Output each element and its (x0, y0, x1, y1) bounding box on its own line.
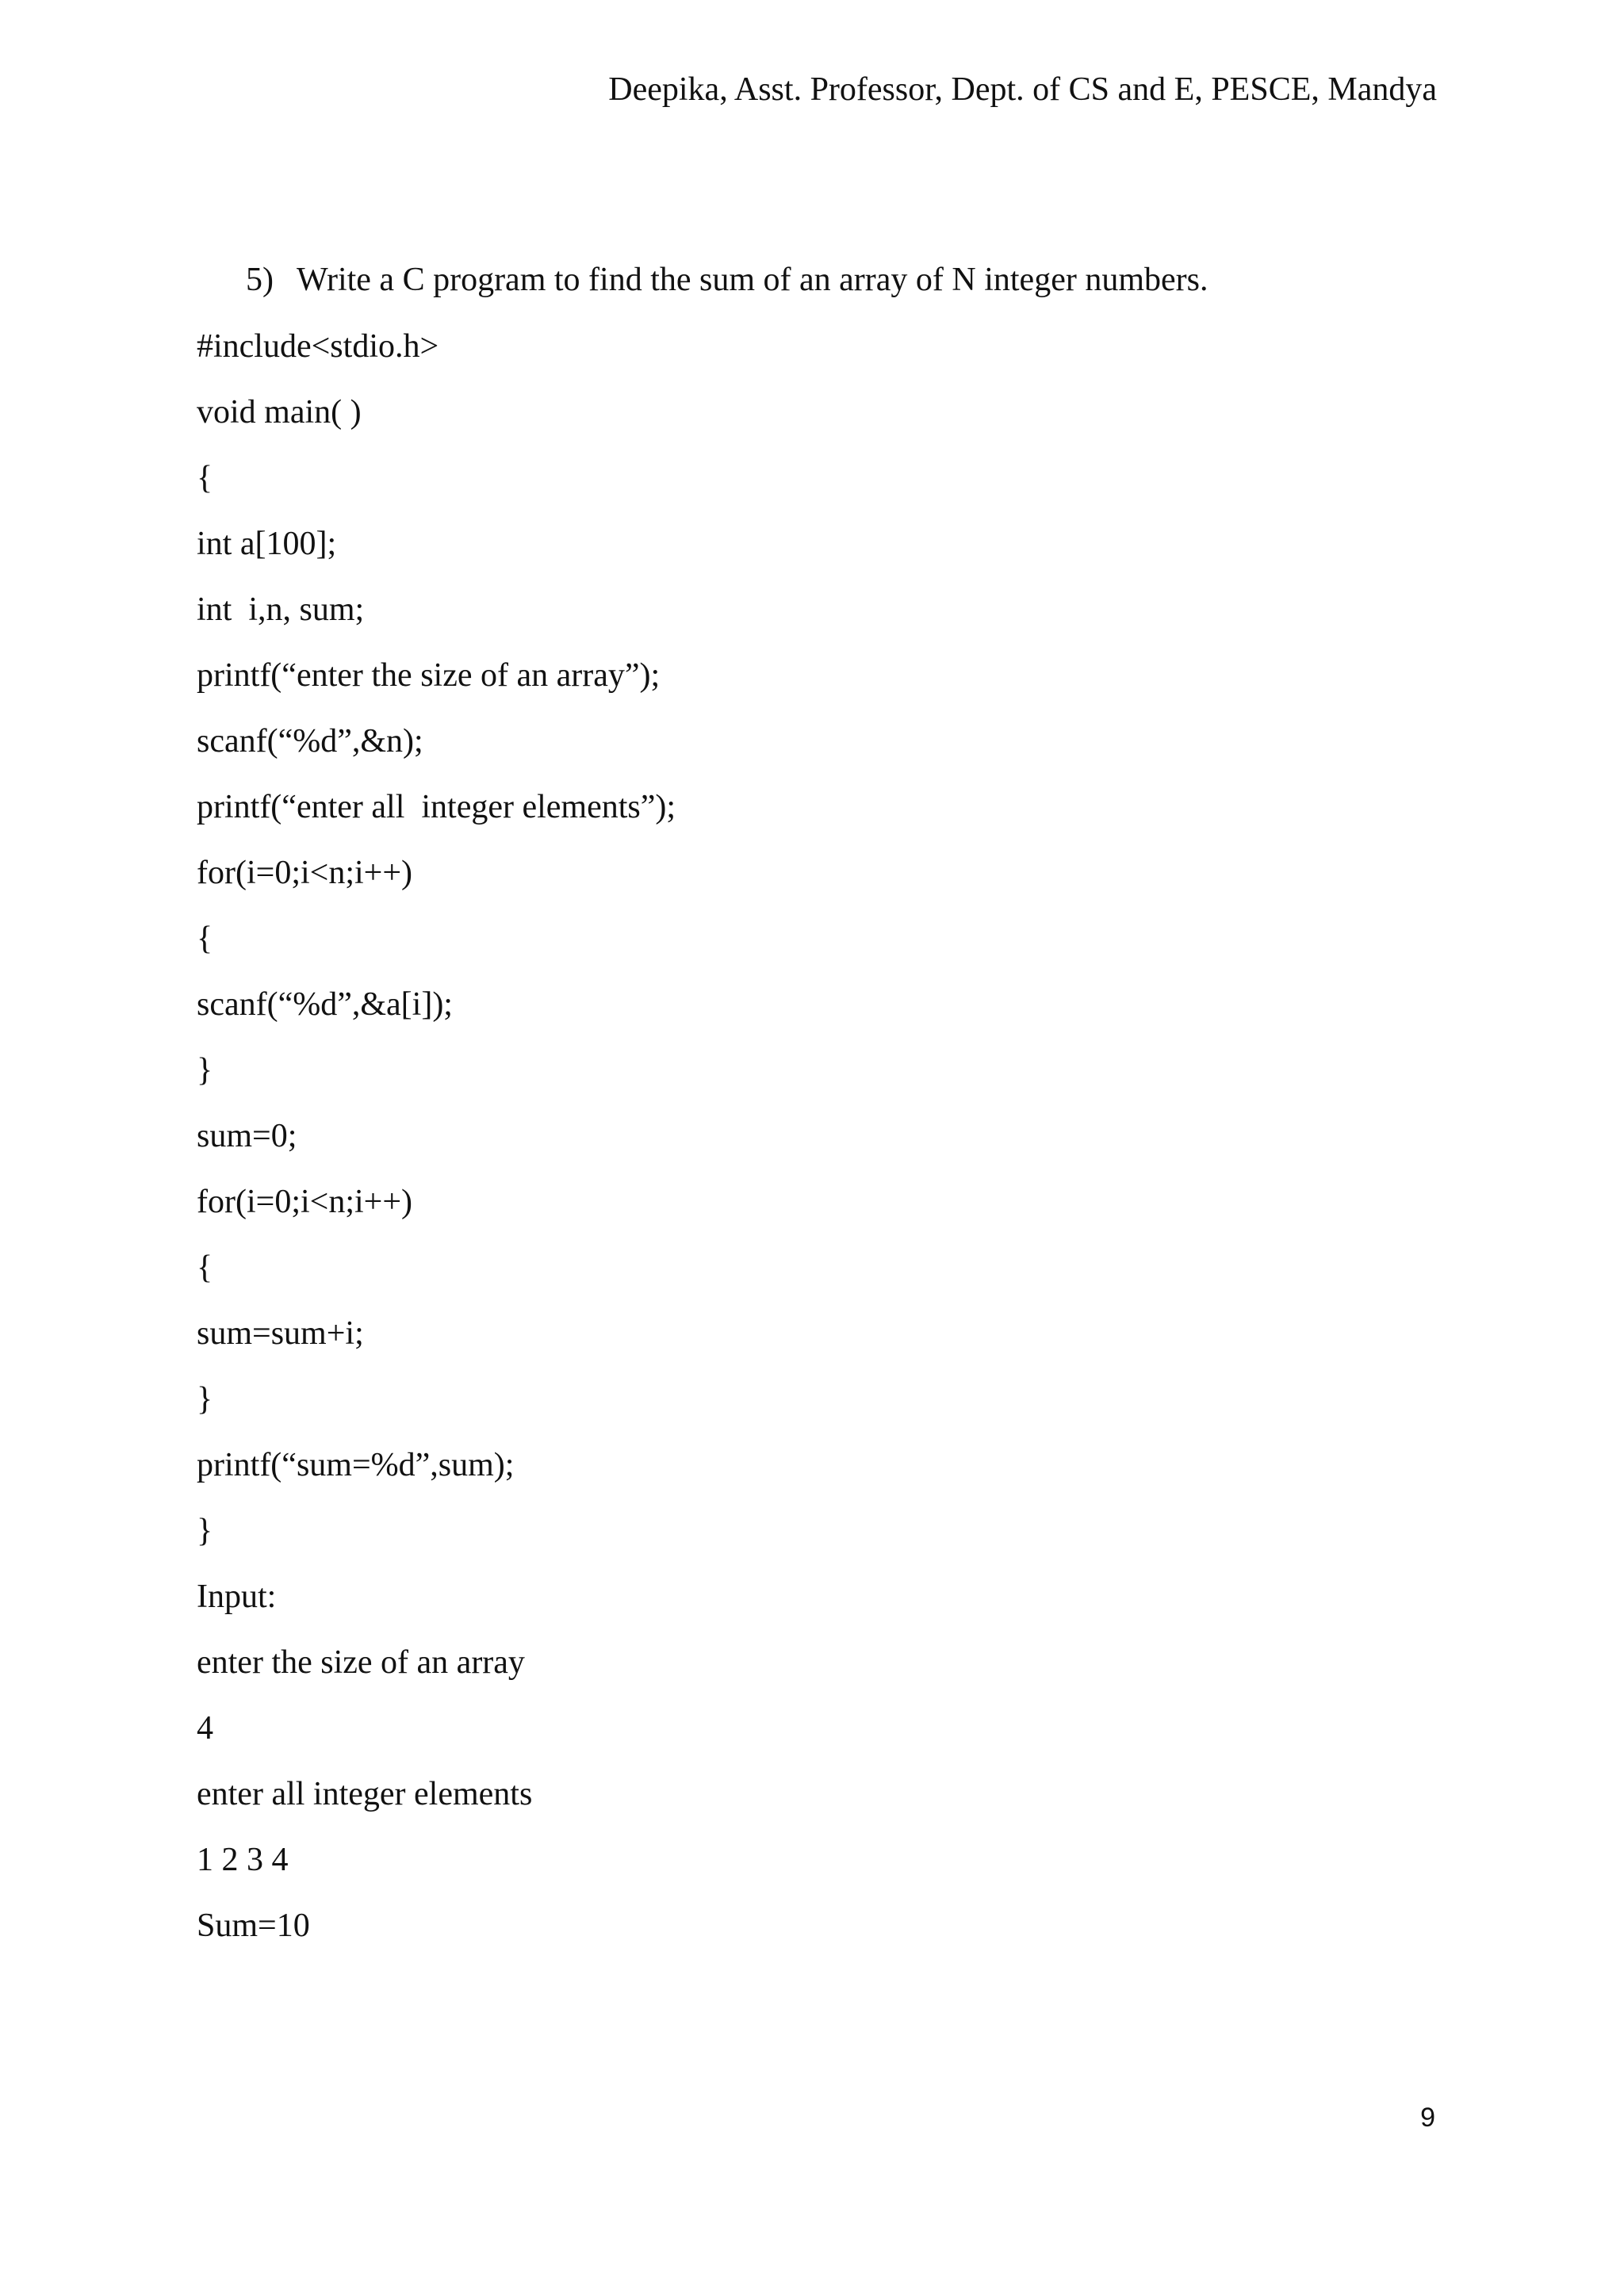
code-line: for(i=0;i<n;i++) (197, 855, 413, 891)
code-line: printf(“enter all integer elements”); (197, 789, 676, 825)
input-label: Input: (197, 1578, 277, 1615)
code-line: } (197, 1381, 213, 1418)
sample-output-line: Sum=10 (197, 1908, 310, 1944)
code-line: sum=0; (197, 1118, 297, 1154)
sample-io-line: 4 (197, 1710, 213, 1747)
code-listing (197, 330, 676, 1975)
code-line: } (197, 1513, 213, 1549)
code-line: #include<stdio.h> (197, 328, 439, 365)
page-number: 9 (1420, 2103, 1435, 2133)
code-line: sum=sum+i; (197, 1315, 364, 1352)
sample-io-line: enter all integer elements (197, 1776, 533, 1812)
code-line: scanf(“%d”,&n); (197, 723, 423, 760)
page-header: Deepika, Asst. Professor, Dept. of CS and E, PESCE, Mandya (608, 71, 1437, 108)
question-heading (246, 263, 1208, 297)
code-line: void main( ) (197, 394, 362, 430)
code-line: { (197, 460, 213, 496)
code-line: for(i=0;i<n;i++) (197, 1184, 413, 1220)
sample-io-line: enter the size of an array (197, 1644, 525, 1681)
code-line: printf(“enter the size of an array”); (197, 657, 661, 694)
code-line: { (197, 1249, 213, 1286)
question-number: 5) (246, 262, 274, 298)
code-line: int a[100]; (197, 526, 337, 562)
sample-io-line: 1 2 3 4 (197, 1842, 289, 1878)
code-line: { (197, 920, 213, 957)
code-line: int i,n, sum; (197, 591, 365, 628)
code-line: scanf(“%d”,&a[i]); (197, 986, 453, 1023)
question-text: Write a C program to find the sum of an array of N integer numbers. (297, 262, 1208, 298)
code-line: printf(“sum=%d”,sum); (197, 1447, 515, 1483)
code-line: } (197, 1052, 213, 1089)
